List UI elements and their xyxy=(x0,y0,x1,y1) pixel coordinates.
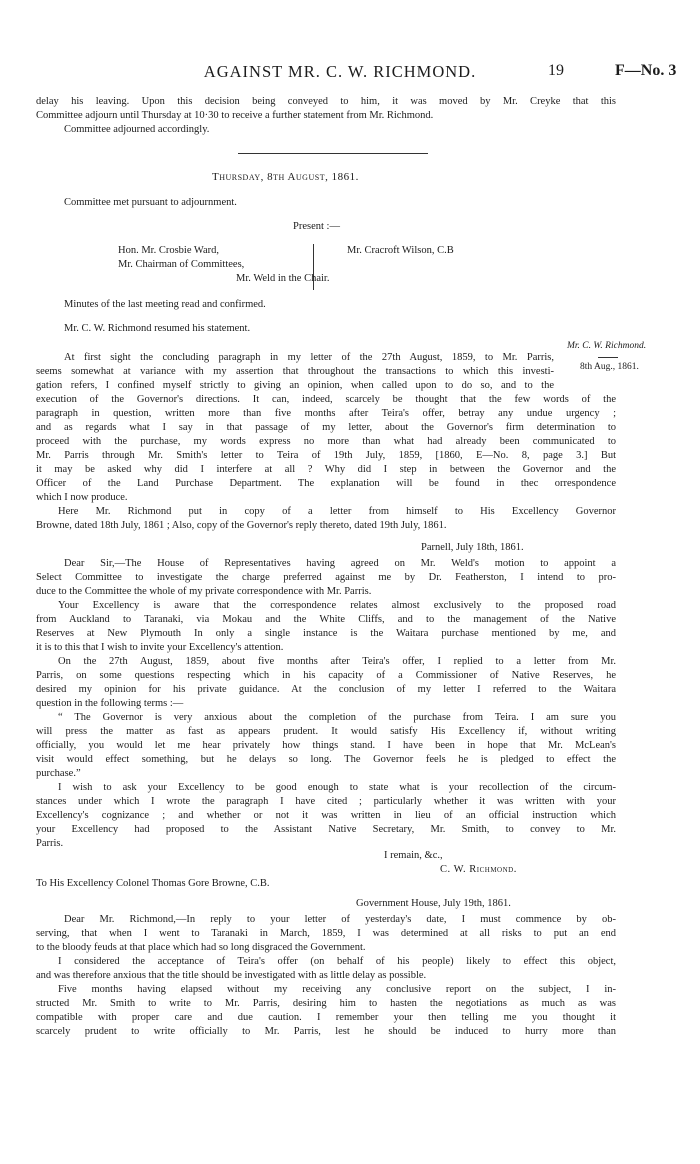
letter-line: Parris. xyxy=(36,838,64,849)
statement-line: proceed with the purchase, my words express no more than what had already been communicated to xyxy=(36,436,616,447)
statement-line: which I now produce. xyxy=(36,492,128,503)
page-number: 19 xyxy=(548,62,564,79)
statement-line: gation refers, I confined myself strictly to giving an opinion, when called upon to do so, and to the xyxy=(36,380,554,391)
letter-line: On the 27th August, 1859, about five months after Teira's offer, I replied to a letter from Mr. xyxy=(58,656,616,667)
margin-note-name: Mr. C. W. Richmond. xyxy=(567,341,647,351)
letter-line: Your Excellency is aware that the correspondence relates almost exclusively to the proposed road xyxy=(58,600,616,611)
put-in-line: Here Mr. Richmond put in copy of a letter from himself to His Excellency Governor xyxy=(58,506,616,517)
intro-line: Committee adjourned accordingly. xyxy=(64,124,210,135)
minutes-note: Minutes of the last meeting read and confirmed. xyxy=(64,299,266,310)
letter-line: question in the following terms :— xyxy=(36,698,184,709)
quoted-line: purchase.” xyxy=(36,768,81,779)
letter-line: stances under which I wrote the paragraph I have cited ; particularly whether it was written with your xyxy=(36,796,616,807)
letter-signature: C. W. Richmond. xyxy=(440,864,517,875)
paper-reference: F—No. 3 xyxy=(615,62,677,79)
intro-line: delay his leaving. Upon this decision being conveyed to him, it was moved by Mr. Creyke that this xyxy=(36,96,616,107)
letter-line: desired my opinion for his private guidance. At the conclusion of my letter I referred to the Waitara xyxy=(36,684,616,695)
letter-line: Dear Mr. Richmond,—In reply to your letter of yesterday's date, I must commence by ob- xyxy=(64,914,616,925)
letter-place-date: Parnell, July 18th, 1861. xyxy=(421,542,524,553)
present-member: Hon. Mr. Crosbie Ward, xyxy=(118,245,220,256)
letter-line: I considered the acceptance of Teira's offer (on behalf of his people) likely to effect this object, xyxy=(58,956,616,967)
running-header-title: AGAINST MR. C. W. RICHMOND. xyxy=(203,62,477,81)
letter-line: Five months having elapsed without my receiving any conclusive report on the subject, I in- xyxy=(58,984,616,995)
chair-line: Mr. Weld in the Chair. xyxy=(236,273,330,284)
letter-addressee: To His Excellency Colonel Thomas Gore Browne, C.B. xyxy=(36,878,270,889)
letter-place-date: Government House, July 19th, 1861. xyxy=(356,898,511,909)
present-member: Mr. Chairman of Committees, xyxy=(118,259,245,270)
quoted-line: officially, you would let me hear privately how things stand. I have been in hope that Mr. McLean's xyxy=(36,740,616,751)
margin-note-rule xyxy=(598,357,618,358)
letter-line: it is to this that I wish to invite your Excellency's attention. xyxy=(36,642,284,653)
present-label: Present :— xyxy=(293,221,340,232)
meeting-note: Committee met pursuant to adjournment. xyxy=(64,197,237,208)
statement-line: seems somewhat at variance with my assertion that throughout the transactions to which this investi- xyxy=(36,366,554,377)
letter-closing: I remain, &c., xyxy=(384,850,443,861)
letter-line: Parris, on some questions respecting which in his capacity of a Commissioner of Native Reserves, he xyxy=(36,670,616,681)
quoted-line: will press the matter as fast as appears prudent. It would satisfy His Excellency if, without writing xyxy=(36,726,616,737)
letter-line: serving, that when I went to Taranaki in March, 1859, I was determined at all risks to put an end xyxy=(36,928,616,939)
letter-line: Reserves at New Plymouth In only a single instance is the Waitara purchase mentioned by me, and xyxy=(36,628,616,639)
statement-line: paragraph in question, written more than five months after Teira's offer, betray any undue urgency ; xyxy=(36,408,616,419)
statement-line: execution of the Governor's directions. It can, indeed, scarcely be thought that the few words of the xyxy=(36,394,616,405)
statement-line: it may be asked why did I interfere at all ? Why did I step in between the Governor and the xyxy=(36,464,616,475)
quoted-line: “ The Governor is very anxious about the completion of the purchase from Teira. I am sure you xyxy=(58,712,616,723)
statement-line: Mr. Parris through Mr. Smith's letter to Teira of 19th July, 1859, [1860, E—No. 8, page 3.] But xyxy=(36,450,616,461)
statement-line: and as regards what I say in that passage of my letter, about the Governor's firm determination to xyxy=(36,422,616,433)
letter-line: duce to the Committee the whole of my private correspondence with Mr. Parris. xyxy=(36,586,372,597)
letter-line: and was therefore anxious that the title should be investigated with as little delay as possible. xyxy=(36,970,427,981)
date-heading: Thursday, 8th August, 1861. xyxy=(212,171,359,183)
letter-line: structed Mr. Smith to write to Mr. Parris, desiring him to hasten the negotiations as much as was xyxy=(36,998,616,1009)
section-divider xyxy=(238,153,428,154)
letter-line: Select Committee to investigate the charge preferred against me by Dr. Featherston, I intend to pro- xyxy=(36,572,616,583)
letter-line: compatible with proper care and due caution. I remember your then telling me you thought it xyxy=(36,1012,616,1023)
put-in-line: Browne, dated 18th July, 1861 ; Also, copy of the Governor's reply thereto, dated 19th July, 1861. xyxy=(36,520,447,531)
letter-line: from Auckland to Taranaki, via Mokau and the White Cliffs, and to the management of the Native xyxy=(36,614,616,625)
letter-line: scarcely prudent to write officially to Mr. Parris, lest he should be induced to hurry more than xyxy=(36,1026,616,1037)
letter-line: Dear Sir,—The House of Representatives having agreed on Mr. Weld's motion to appoint a xyxy=(64,558,616,569)
letter-line: I wish to ask your Excellency to be good enough to state what is your recollection of the circum- xyxy=(58,782,616,793)
quoted-line: visit would effect something, but he delays so long. The Governor feels he is pledged to effect the xyxy=(36,754,616,765)
letter-line: your Excellency had proposed to the Assistant Native Secretary, Mr. Smith, to convey to Mr. xyxy=(36,824,616,835)
statement-line: At first sight the concluding paragraph in my letter of the 27th August, 1859, to Mr. Parris, xyxy=(64,352,554,363)
resumed-note: Mr. C. W. Richmond resumed his statement. xyxy=(64,323,251,334)
letter-line: to the bloody feuds at that place which had so long disgraced the Government. xyxy=(36,942,366,953)
intro-line: Committee adjourn until Thursday at 10·30 to receive a further statement from Mr. Richmond. xyxy=(36,110,434,121)
letter-line: Excellency's cognizance ; and whether or not it was written in lieu of an official instruction which xyxy=(36,810,616,821)
margin-note-date: 8th Aug., 1861. xyxy=(580,362,639,372)
present-member: Mr. Cracroft Wilson, C.B xyxy=(347,245,454,256)
statement-line: Officer of the Land Purchase Department. The explanation will be found in thec orrespondence xyxy=(36,478,616,489)
